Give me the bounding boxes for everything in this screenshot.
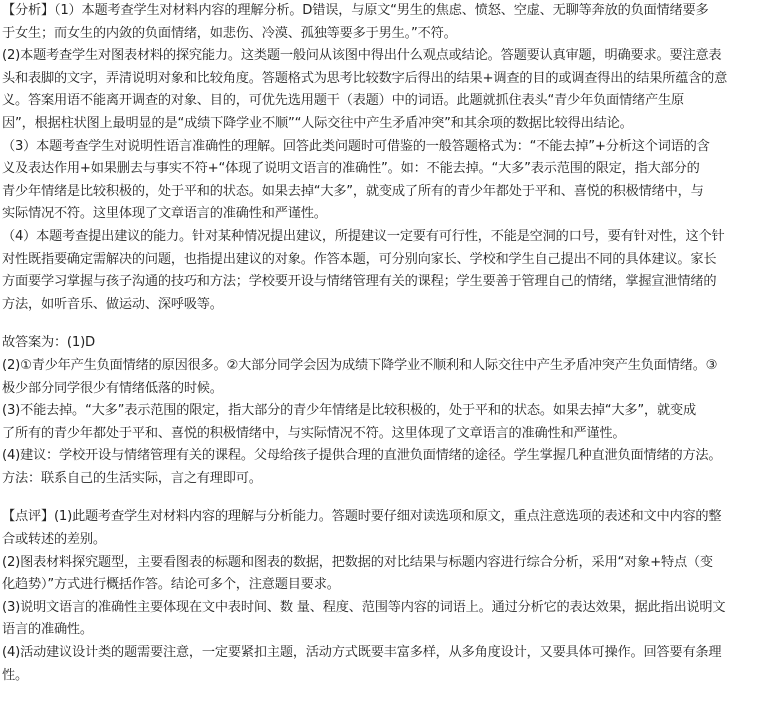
analysis-line: 头和表脚的文字，弄清说明对象和比较角度。答题格式为思考比较数字后得出的结果+调查的目的或调查得出的结果所蕴含的意 [2, 70, 728, 86]
answer-line: 故答案为：(1)D [2, 335, 95, 351]
analysis-line: 青少年情绪是比较积极的，处于平和的状态。如果去掉“大多”，就变成了所有的青少年都处于平和、喜悦的积极情绪中，与 [2, 183, 704, 199]
analysis-section [2, 0, 778, 316]
analysis-line: 方法，如听音乐、做运动、深呼吸等。 [2, 296, 223, 312]
answer-line: 极少部分同学很少有情绪低落的时候。 [2, 380, 223, 396]
comment-line: 【点评】(1)此题考查学生对材料内容的理解与分析能力。答题时要仔细对读选项和原文，重点注意选项的表述和文中内容的整 [2, 509, 722, 525]
analysis-line: 对性既指要确定需解决的问题，也指提出建议的对象。作答本题，可分别向家长、学校和学生自己提出不同的具体建议。家长 [2, 251, 717, 267]
analysis-line: （3）本题考查学生对说明性语言准确性的理解。回答此类问题时可借鉴的一般答题格式为：“不能去掉”+分析这个词语的含 [2, 138, 710, 154]
comment-line: (3)说明文语言的准确性主要体现在文中表时间、数 量、程度、范围等内容的词语上。通过分析它的表达效果，据此指出说明文 [2, 599, 726, 615]
analysis-line: 因”，根据柱状图上最明显的是“成绩下降学业不顺”“人际交往中产生矛盾冲突”和其余项的数据比较得出结论。 [2, 115, 633, 131]
comment-line: 性。 [2, 667, 28, 683]
comment-section [2, 506, 778, 687]
comment-line: 合或转述的差别。 [2, 532, 106, 548]
analysis-line: (2)本题考查学生对图表材料的探究能力。这类题一般问从该图中得出什么观点或结论。答题要认真审题，明确要求。要注意表 [2, 48, 722, 64]
analysis-line: 于女生；而女生的内敛的负面情绪，如悲伤、冷漠、孤独等要多于男生。”不符。 [2, 25, 457, 41]
answer-line: (2)①青少年产生负面情绪的原因很多。②大部分同学会因为成绩下降学业不顺利和人际交往中产生矛盾冲突产生负面情绪。③ [2, 357, 718, 373]
comment-line: (2)图表材料探究题型，主要看图表的标题和图表的数据，把数据的对比结果与标题内容进行综合分析，采用“对象+特点（变 [2, 554, 713, 570]
comment-line: 语言的准确性。 [2, 622, 93, 638]
answer-line: (4)建议：学校开设与情绪管理有关的课程。父母给孩子提供合理的直泄负面情绪的途径。学生掌握几种直泄负面情绪的方法。 [2, 448, 722, 464]
section-divider [2, 490, 778, 506]
analysis-line: 义及表达作用+如果删去与事实不符+“体现了说明文语言的准确性”。如：不能去掉。“大多”表示范围的限定，指大部分的 [2, 161, 700, 177]
answer-line: 方法：联系自己的生活实际，言之有理即可。 [2, 470, 262, 486]
comment-line: 化趋势）”方式进行概括作答。结论可多个，注意题目要求。 [2, 577, 340, 593]
analysis-line: 方面要学习掌握与孩子沟通的技巧和方法；学校要开设与情绪管理有关的课程；学生要善于管理自己的情绪，掌握宣泄情绪的 [2, 274, 717, 290]
comment-line: (4)活动建议设计类的题需要注意，一定要紧扣主题，活动方式既要丰富多样，从多角度设计，又要具体可操作。回答要有条理 [2, 645, 722, 661]
answer-section [2, 332, 778, 490]
section-divider [2, 316, 778, 332]
analysis-line: 义。答案用语不能离开调查的对象、目的，可优先选用题干（表题）中的词语。此题就抓住表头“青少年负面情绪产生原 [2, 93, 684, 109]
analysis-line: （4）本题考查提出建议的能力。针对某种情况提出建议，所提建议一定要有可行性，不能是空洞的口号，要有针对性，这个针 [2, 228, 725, 244]
answer-line: 了所有的青少年都处于平和、喜悦的积极情绪中，与实际情况不符。这里体现了文章语言的准确性和严谨性。 [2, 425, 626, 441]
analysis-line: 实际情况不符。这里体现了文章语言的准确性和严谨性。 [2, 206, 327, 222]
answer-line: (3)不能去掉。“大多”表示范围的限定，指大部分的青少年情绪是比较积极的，处于平和的状态。如果去掉“大多”，就变成 [2, 403, 696, 419]
analysis-line: 【分析】（1）本题考查学生对材料内容的理解分析。D错误，与原文“男生的焦虑、愤怒、空虚、无聊等奔放的负面情绪要多 [2, 3, 709, 18]
